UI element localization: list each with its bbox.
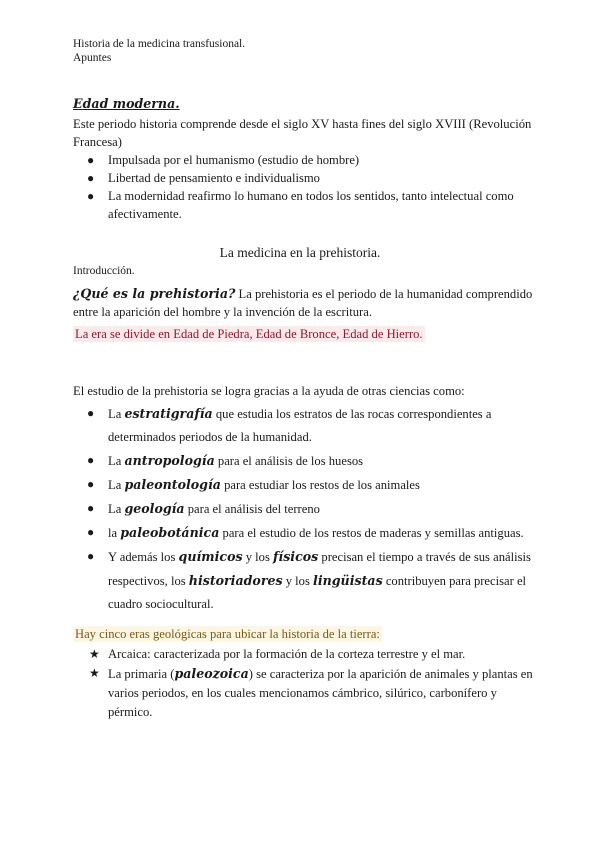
section-subtitle: Introducción. bbox=[73, 265, 135, 277]
section2-paragraph bbox=[73, 285, 533, 321]
section4-heading bbox=[73, 625, 382, 643]
bullet-dot-icon: ● bbox=[87, 501, 95, 515]
header-subtitle: Apuntes bbox=[73, 52, 112, 64]
section2-highlight bbox=[73, 325, 425, 343]
list-item: ● Y además los químicos y los físicos precisan el tiempo a través de sus análisis respectivos, los historiadores y los lingüistas contribuyen para precisar el cuadro sociocultural. bbox=[73, 545, 533, 616]
section3-intro: El estudio de la prehistoria se logra gracias a la ayuda de otras ciencias como: bbox=[73, 384, 465, 398]
list-item: ● La antropología para el análisis de los huesos bbox=[73, 449, 533, 473]
bullet-dot-icon: ● bbox=[87, 525, 95, 539]
era-term: paleozoica bbox=[174, 666, 249, 681]
science-term: químicos bbox=[178, 549, 243, 564]
list-item: ● La modernidad reafirmo lo humano en todos los sentidos, tanto intelectual como afectivamente. bbox=[87, 189, 514, 221]
header-title: Historia de la medicina transfusional. bbox=[73, 38, 246, 50]
list-item: ★ Arcaica: caracterizada por la formación de la corteza terrestre y el mar. bbox=[73, 645, 533, 664]
list-item: ● La geología para el análisis del terreno bbox=[73, 497, 533, 521]
science-term: paleontología bbox=[124, 477, 221, 492]
bullet-dot-icon: ● bbox=[87, 171, 95, 185]
list-item: ★ La primaria (paleozoica) se caracteriza por la aparición de animales y plantas en varios periodos, en los cuales mencionamos cámbrico, silúrico, carbonífero y pérmico. bbox=[89, 666, 533, 719]
answer-text: La prehistoria es el periodo de la humanidad comprendido entre la aparición del hombre y la invención de la escritura. bbox=[73, 287, 533, 319]
highlighted-text: Hay cinco eras geológicas para ubicar la historia de la tierra: bbox=[75, 627, 380, 641]
section-title-prehistoria: La medicina en la prehistoria. bbox=[219, 245, 381, 260]
sciences-bullet-list bbox=[73, 402, 533, 616]
science-term: lingüistas bbox=[313, 573, 383, 588]
star-icon: ★ bbox=[89, 666, 100, 680]
bullet-dot-icon: ● bbox=[87, 453, 95, 467]
list-item: ● Impulsada por el humanismo (estudio de hombre) bbox=[87, 153, 360, 167]
bullet-dot-icon: ● bbox=[87, 153, 95, 167]
eras-star-list bbox=[73, 645, 533, 722]
doc-header bbox=[73, 38, 245, 64]
bullet-dot-icon: ● bbox=[87, 549, 95, 563]
list-item: ● la paleobotánica para el estudio de los restos de maderas y semillas antiguas. bbox=[73, 521, 533, 545]
science-term: físicos bbox=[273, 549, 319, 564]
science-term: estratigrafía bbox=[124, 406, 213, 421]
bullet-dot-icon: ● bbox=[87, 477, 95, 491]
bullet-dot-icon: ● bbox=[87, 406, 95, 420]
star-icon: ★ bbox=[89, 647, 100, 661]
bullet-dot-icon: ● bbox=[87, 189, 95, 203]
highlighted-text: La era se divide en Edad de Piedra, Edad de Bronce, Edad de Hierro. bbox=[75, 327, 423, 341]
list-item: ● La paleontología para estudiar los restos de los animales bbox=[73, 473, 533, 497]
list-item: ● La estratigrafía que estudia los estratos de las rocas correspondientes a determinados periodos de la humanidad. bbox=[73, 402, 533, 449]
science-term: paleobotánica bbox=[120, 525, 220, 540]
science-term: historiadores bbox=[188, 573, 283, 588]
section-heading-edad-moderna: Edad moderna. bbox=[73, 96, 180, 111]
science-term: geología bbox=[124, 501, 185, 516]
section1-intro: Este periodo historia comprende desde el siglo XV hasta fines del siglo XVIII (Revolución Francesa) bbox=[73, 117, 532, 149]
science-term: antropología bbox=[124, 453, 215, 468]
question-term: ¿Qué es la prehistoria? bbox=[73, 286, 236, 301]
section1-bullet-list bbox=[73, 151, 533, 223]
list-item: ● Libertad de pensamiento e individualismo bbox=[87, 171, 320, 185]
